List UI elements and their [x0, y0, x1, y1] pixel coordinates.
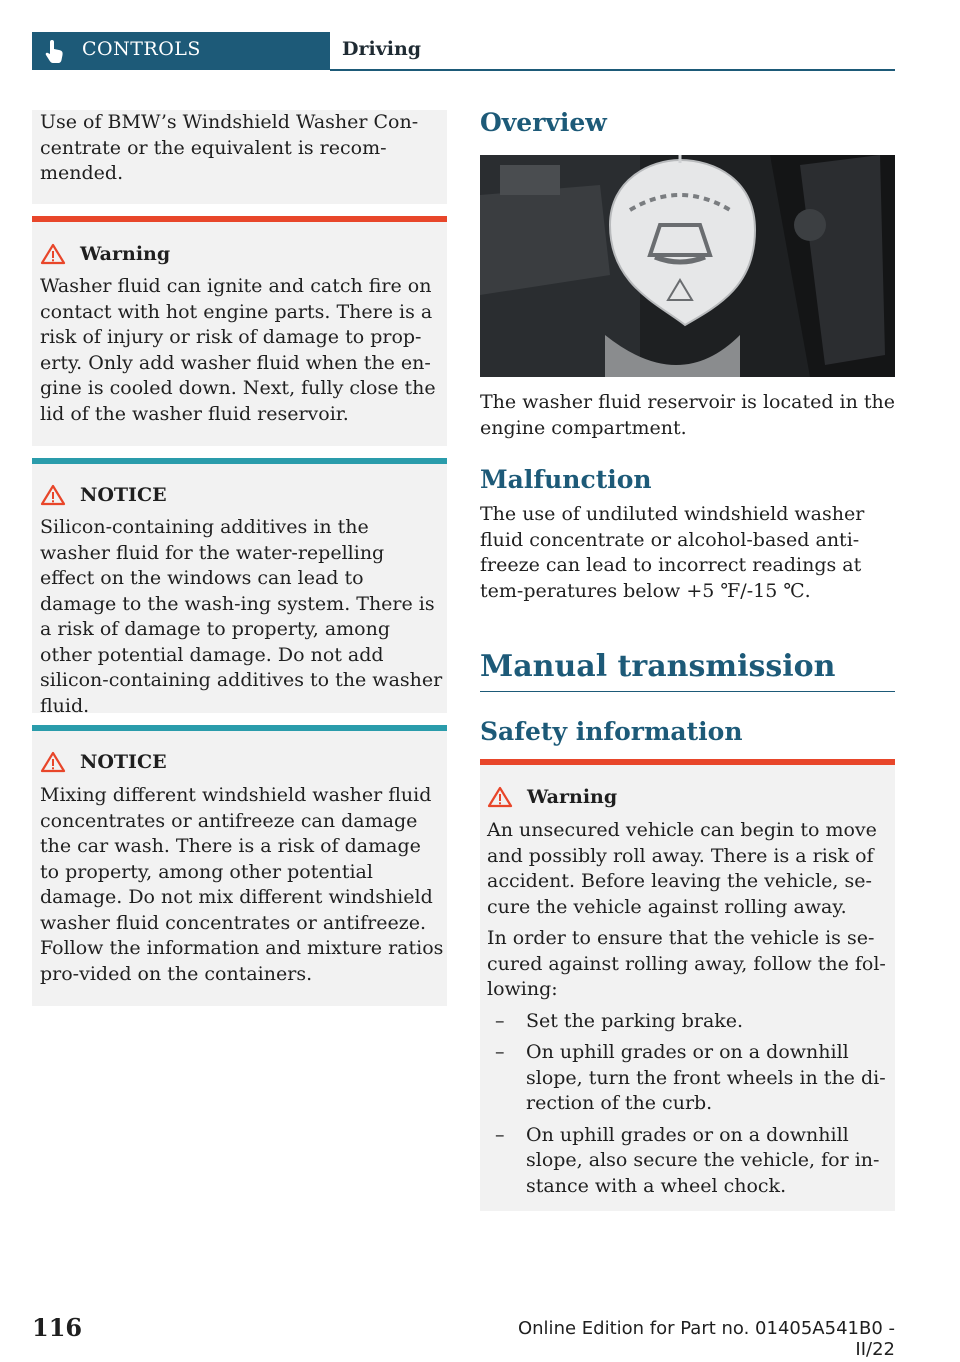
warning-text: Washer fluid can ignite and catch fire on contact with hot engine parts. There is a risk of injury or risk of damage to prop-erty. Only add washer fluid when the en-gine is cooled down. Next, fully close the lid of the washer fluid reservoir.	[40, 275, 436, 425]
intro-text: Use of BMW’s Windshield Washer Con-centrate or the equivalent is recom-mended.	[40, 111, 419, 184]
notice2-text: Mixing different windshield washer fluid concentrates or antifreeze can damage the car wash. There is a risk of damage to property, among other potential damage. Do not mix different windshield washer fluid concentrates or antifreeze. Follow the information and mixture ratios pro-vided on the containers.	[40, 784, 444, 985]
safety-warning-title	[487, 786, 617, 808]
washer-reservoir-illustration	[480, 155, 895, 377]
safety-warning-box	[480, 765, 895, 1211]
notice2-title-text: NOTICE	[80, 751, 167, 773]
list-item-text: Set the parking brake.	[526, 1009, 744, 1032]
notice-triangle-icon	[40, 484, 66, 506]
malfunction-heading: Malfunction	[480, 465, 652, 494]
warning-triangle-icon	[40, 243, 66, 265]
chapter-label: Driving	[342, 38, 422, 60]
safety-para-2: In order to ensure that the vehicle is se-cured against rolling away, follow the fol-lowing:	[487, 927, 886, 1000]
section-label: CONTROLS	[82, 38, 201, 60]
malfunction-text: The use of undiluted windshield washer fluid concentrate or alcohol-based anti-freeze can lead to incorrect readings at tem-peratures below +5 ℉/-15 ℃.	[480, 503, 865, 602]
notice1-text: Silicon-containing additives in the washer fluid for the water-repelling effect on the windows can lead to damage to the wash-ing system. There is a risk of damage to property, among other potential damage. Do not add silicon-containing additives to the washer fluid.	[40, 516, 443, 717]
washer-reservoir-photo	[480, 155, 895, 377]
safety-list	[487, 1009, 887, 1200]
safety-heading: Safety information	[480, 717, 743, 746]
warning-title-text: Warning	[80, 243, 171, 265]
safety-warning-title-text: Warning	[527, 786, 618, 808]
list-dash: –	[495, 1009, 505, 1032]
overview-text: The washer fluid reservoir is located in the engine compartment.	[480, 391, 896, 439]
edition-footer: Online Edition for Part no. 01405A541B0 - II/22	[517, 1318, 895, 1360]
notice1-box	[32, 464, 447, 717]
warning-box	[32, 222, 447, 446]
header-rule	[330, 69, 895, 71]
hand-pointer-icon	[44, 38, 66, 64]
intro-box	[32, 110, 447, 204]
notice-triangle-icon	[40, 751, 66, 773]
list-item-text: On uphill grades or on a downhill slope, turn the front wheels in the di-rection of the curb.	[526, 1041, 886, 1114]
notice1-title-text: NOTICE	[80, 484, 167, 506]
list-item	[487, 1009, 887, 1035]
list-dash: –	[495, 1123, 505, 1146]
list-dash: –	[495, 1041, 505, 1063]
chapter-rule	[480, 691, 895, 692]
notice2-box	[32, 731, 447, 1006]
list-item	[487, 1123, 887, 1200]
manual-transmission-heading: Manual transmission	[480, 649, 836, 684]
safety-para-1: An unsecured vehicle can begin to move and possibly roll away. There is a risk of accident. Before leaving the vehicle, se-cure the vehicle against rolling away.	[487, 819, 877, 918]
warning-title	[40, 243, 170, 265]
notice2-title	[40, 751, 167, 773]
page-number: 116	[32, 1313, 83, 1342]
list-item	[487, 1040, 887, 1117]
notice1-title	[40, 484, 167, 506]
overview-heading: Overview	[480, 108, 607, 137]
warning-triangle-icon	[487, 786, 513, 808]
list-item-text: On uphill grades or on a downhill slope, also secure the vehicle, for in-stance with a wheel chock.	[526, 1123, 880, 1197]
